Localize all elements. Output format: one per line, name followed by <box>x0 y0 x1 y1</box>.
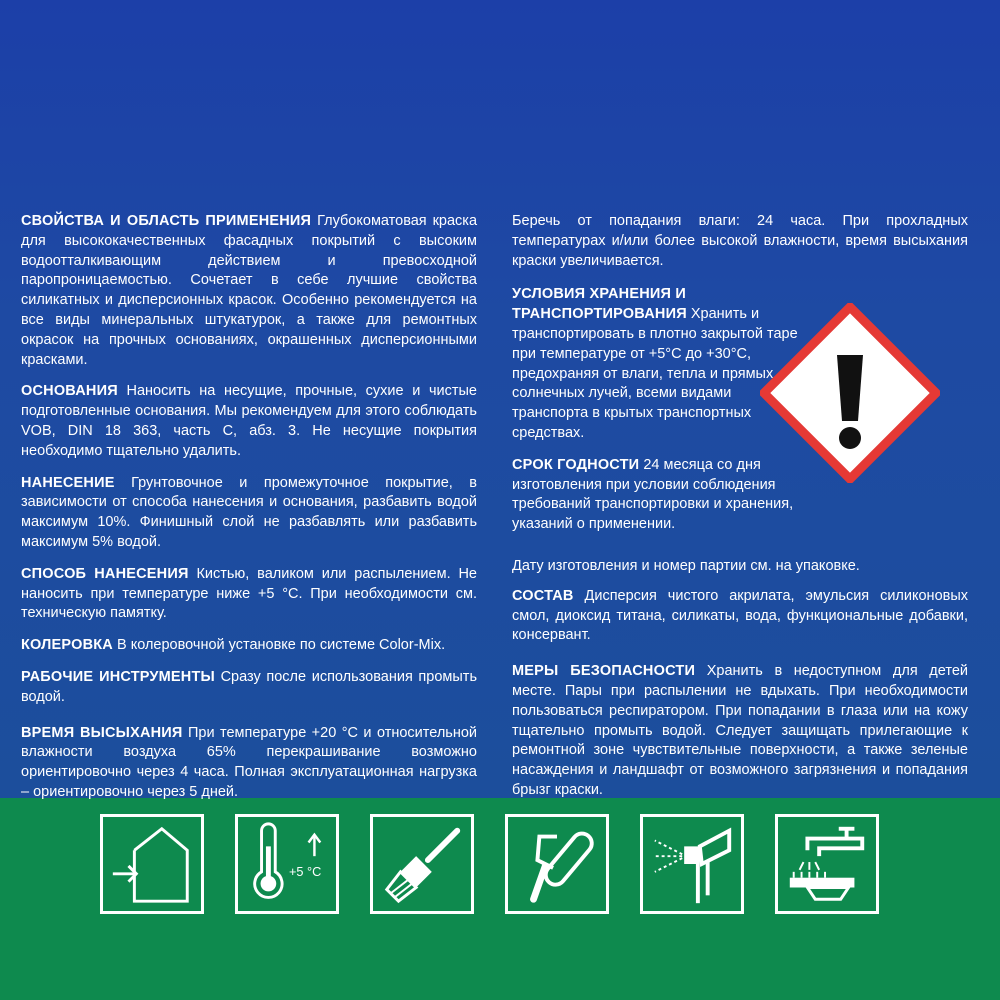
section-properties: СВОЙСТВА И ОБЛАСТЬ ПРИМЕНЕНИЯ Глубокоматовая краска для высококачественных фасадных покрытий с высоким водоотталкивающим действием и превосходной паропроницаемостью. Сочетает в себе лучшие свойства силикатных и дисперсионных красок. Особенно рекомендуется на все виды минеральных штукатурок, а также для ремонтных окрасок на прочных основаниях, окрашенных дисперсионными красками. <box>21 213 478 368</box>
exterior-house-icon <box>100 814 204 914</box>
section-drying-time: ВРЕМЯ ВЫСЫХАНИЯ При температуре +20 °С и относительной влажности воздуха 65% перекрашивание возможно ориентировочно через 4 часа. Полная эксплуатационная нагрузка – ориентировочно через 5 дней. <box>21 724 477 800</box>
thermometer-label: +5 °C <box>288 863 322 879</box>
exclamation-hazard-icon <box>760 303 940 483</box>
section-application: НАНЕСЕНИЕ Грунтовочное и промежуточное покрытие, в зависимости от способа нанесения и основания, разбавить водой максимум 10%. Финишный слой не разбавлять или разбавить максимум 5% водой. <box>21 474 478 550</box>
section-tools: РАБОЧИЕ ИНСТРУМЕНТЫ Сразу после использования промыть водой. <box>21 668 477 705</box>
brush-icon <box>370 814 474 914</box>
left-column <box>21 212 477 815</box>
section-shelf-life: СРОК ГОДНОСТИ 24 месяца со дня изготовления при условии соблюдения требований транспортировки и хранения, указаний о применении. <box>512 456 794 533</box>
section-application-method: СПОСОБ НАНЕСЕНИЯ Кистью, валиком или распылением. Не наносить при температуре ниже +5 °С. При необходимости см. техническую памятку. <box>21 565 477 622</box>
application-icons-row <box>100 814 880 916</box>
spray-gun-icon <box>640 814 744 914</box>
section-substrates: ОСНОВАНИЯ Наносить на несущие, прочные, сухие и чистые подготовленные основания. Мы рекомендуем для этого соблюдать VOB, DIN 18 363, часть С, абз. 3. Не несущие покрытия необходимо тщательно удалить. <box>21 383 478 459</box>
section-drying-continued: Беречь от попадания влаги: 24 часа. При прохладных температурах и/или более высокой влажности, время высыхания краски увеличивается. <box>512 213 968 269</box>
section-storage: УСЛОВИЯ ХРАНЕНИЯ И ТРАНСПОРТИРОВАНИЯ Хранить и транспортировать в плотно закрытой таре при температуре от +5°С до +30°С, предохраняя от влаги, тепла и прямых солнечных лучей, всеми видами транспорта в крытых транспортных средствах. <box>512 286 798 441</box>
section-date-note: Дату изготовления и номер партии см. на упаковке. <box>512 557 860 574</box>
section-composition: СОСТАВ Дисперсия чистого акрилата, эмульсия силиконовых смол, диоксид титана, силикаты, вода, функциональные добавки, консервант. <box>512 587 969 644</box>
section-tinting: КОЛЕРОВКА В колеровочной установке по системе Color-Mix. <box>21 637 446 654</box>
roller-icon <box>505 814 609 914</box>
thermometer-icon <box>235 814 339 914</box>
washing-tools-icon <box>775 814 879 914</box>
section-safety: МЕРЫ БЕЗОПАСНОСТИ Хранить в недоступном для детей месте. Пары при распылении не вдыхать. При необходимости пользоваться респиратором. При попадании в глаза или на кожу тщательно промыть водой. Следует защищать прилегающие к ремонтной зоне чувствительные поверхности, а также зеленые насаждения и ландшафт от возможного загрязнения и попадания брызг краски. <box>512 663 968 798</box>
